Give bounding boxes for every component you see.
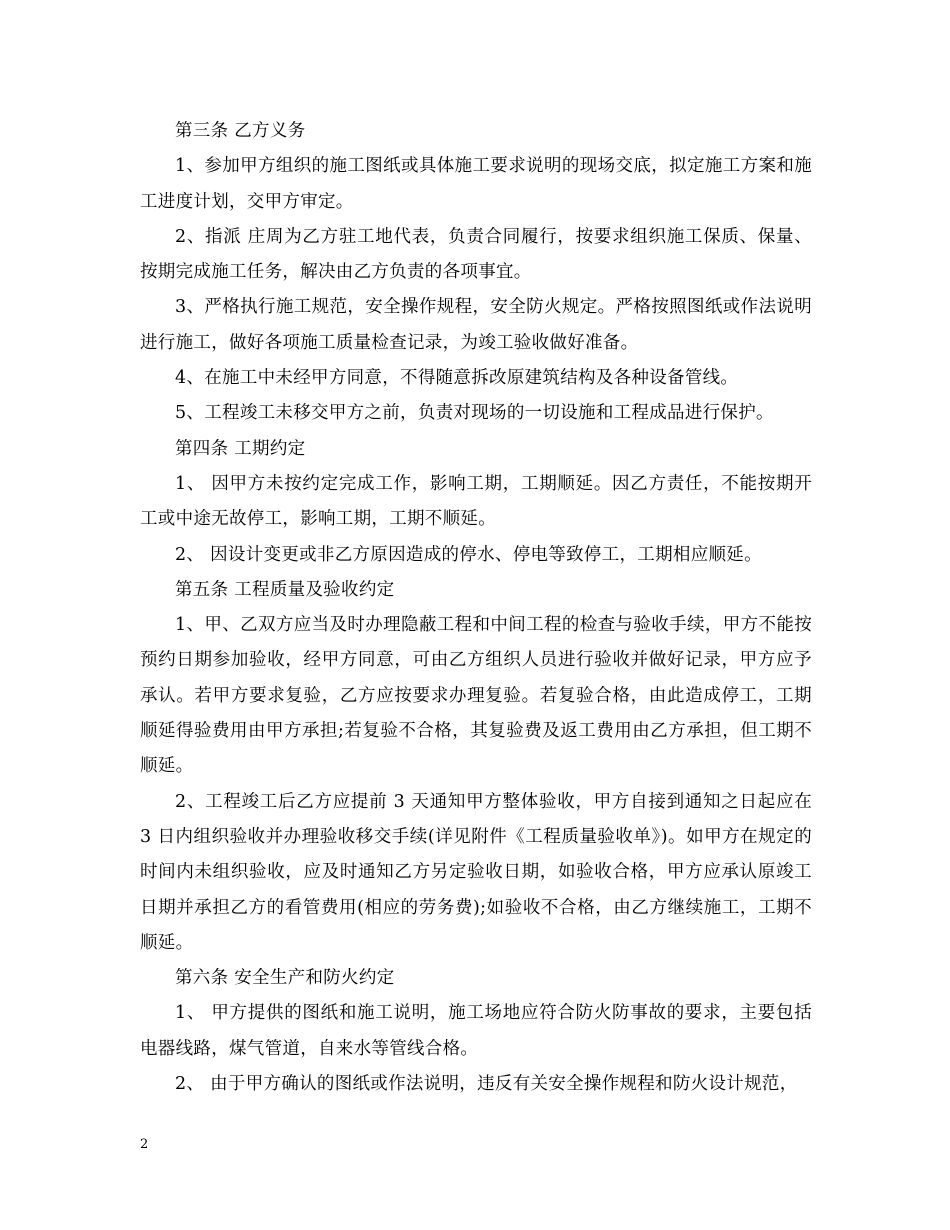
article-3-clause-5: 5、工程竣工未移交甲方之前，负责对现场的一切设施和工程成品进行保护。 <box>175 403 774 424</box>
article-3-clause-3: 3、严格执行施工规范，安全操作规程，安全防火规定。严格按照图纸或作法说明进行施工，做好各项施工质量检查记录，为竣工验收做好准备。 <box>140 297 812 353</box>
article-6-clause-2: 2、 由于甲方确认的图纸或作法说明，违反有关安全操作规程和防火设计规范， <box>175 1074 798 1095</box>
article-5-clause-2: 2、工程竣工后乙方应提前 3 天通知甲方整体验收，甲方自接到通知之日起应在 3 日内组织验收并办理验收移交手续(详见附件《工程质量验收单》)。如甲方在规定的时间内未组织验收，应及时通知乙方另定验收日期，如验收合格，甲方应承认原竣工日期并承担乙方的看管费用(相应的劳务费);如验收不合格，由乙方继续施工，工期不顺延。 <box>140 791 812 953</box>
article-4-clause-2: 2、 因设计变更或非乙方原因造成的停水、停电等致停工，工期相应顺延。 <box>175 544 762 565</box>
article-3-clause-4: 4、在施工中未经甲方同意，不得随意拆改原建筑结构及各种设备管线。 <box>175 368 739 389</box>
article-3-heading: 第三条 乙方义务 <box>175 121 306 141</box>
document-body <box>140 114 812 1102</box>
article-4-heading: 第四条 工期约定 <box>175 438 306 459</box>
article-3-clause-1: 1、参加甲方组织的施工图纸或具体施工要求说明的现场交底，拟定施工方案和施工进度计划，交甲方审定。 <box>140 156 812 212</box>
article-6-clause-1: 1、 甲方提供的图纸和施工说明，施工场地应符合防火防事故的要求，主要包括电器线路，煤气管道，自来水等管线合格。 <box>140 1003 812 1059</box>
article-5-heading: 第五条 工程质量及验收约定 <box>175 579 395 600</box>
article-5-clause-1: 1、甲、乙双方应当及时办理隐蔽工程和中间工程的检查与验收手续，甲方不能按预约日期参加验收，经甲方同意，可由乙方组织人员进行验收并做好记录，甲方应予承认。若甲方要求复验，乙方应按要求办理复验。若复验合格，由此造成停工，工期顺延得验费用由甲方承担;若复验不合格，其复验费及返工费用由乙方承担，但工期不顺延。 <box>140 615 812 777</box>
page-number: 2 <box>140 1137 149 1152</box>
article-3-clause-2: 2、指派 庄周为乙方驻工地代表，负责合同履行，按要求组织施工保质、保量、按期完成施工任务，解决由乙方负责的各项事宜。 <box>140 226 812 283</box>
article-6-heading: 第六条 安全生产和防火约定 <box>175 968 395 989</box>
article-4-clause-1: 1、 因甲方未按约定完成工作，影响工期，工期顺延。因乙方责任，不能按期开工或中途无故停工，影响工期，工期不顺延。 <box>140 473 812 530</box>
